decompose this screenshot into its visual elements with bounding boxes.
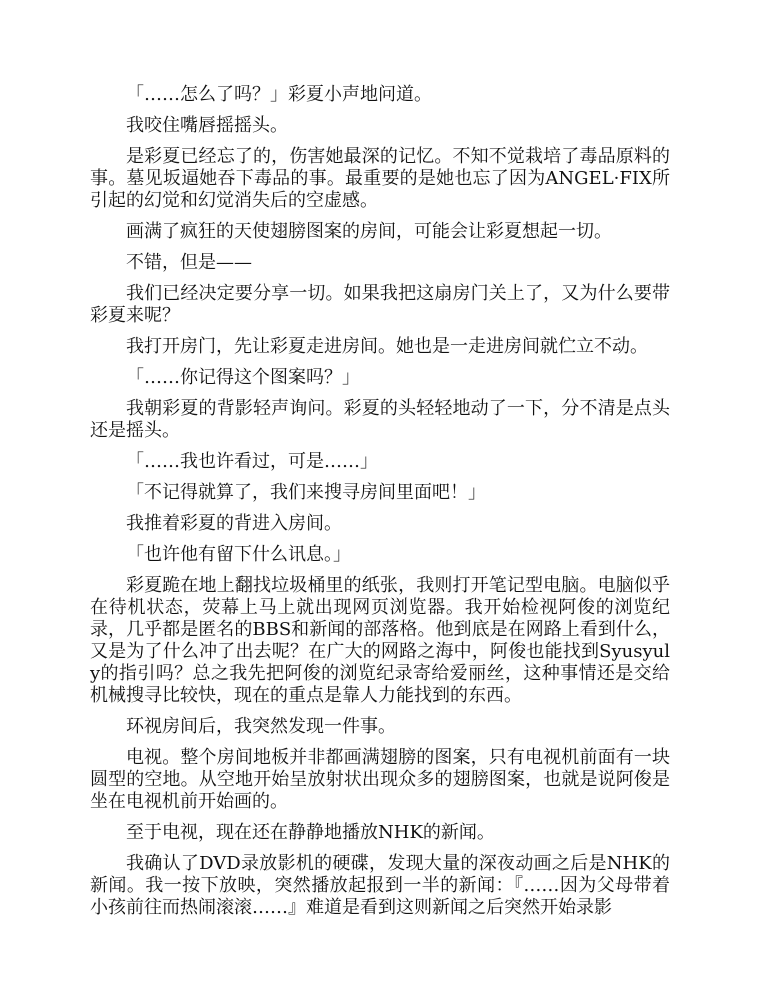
paragraph-14: 彩夏跪在地上翻找垃圾桶里的纸张，我则打开笔记型电脑。电脑似乎在待机状态，荧幕上马上就出现网页浏览器。我开始检视阿俊的浏览纪录，几乎都是匿名的BBS和新闻的部落格。他到底是在网路上看到什么，又是为了什么冲了出去呢？在广大的网路之海中，阿俊也能找到Syusyuly的指引吗？总之我先把阿俊的浏览纪录寄给爱丽丝，这种事情还是交给机械搜寻比较快，现在的重点是靠人力能找到的东西。	[90, 575, 670, 706]
paragraph-12: 我推着彩夏的背进入房间。	[126, 513, 342, 534]
paragraph-2: 我咬住嘴唇摇摇头。	[126, 115, 288, 136]
paragraph-16: 电视。整个房间地板并非都画满翅膀的图案，只有电视机前面有一块圆型的空地。从空地开始呈放射状出现众多的翅膀图案，也就是说阿俊是坐在电视机前开始画的。	[90, 747, 670, 812]
paragraph-9: 我朝彩夏的背影轻声询问。彩夏的头轻轻地动了一下，分不清是点头还是摇头。	[90, 398, 670, 441]
paragraph-3: 是彩夏已经忘了的，伤害她最深的记忆。不知不觉栽培了毒品原料的事。墓见坂逼她吞下毒品的事。最重要的是她也忘了因为ANGEL·FIX所引起的幻觉和幻觉消失后的空虚感。	[90, 146, 670, 211]
paragraph-8: 「……你记得这个图案吗？」	[126, 367, 360, 388]
paragraph-11: 「不记得就算了，我们来搜寻房间里面吧！」	[126, 482, 486, 503]
paragraph-1: 「……怎么了吗？」彩夏小声地问道。	[126, 84, 432, 105]
paragraph-10: 「……我也许看过，可是……」	[126, 451, 378, 472]
paragraph-13: 「也许他有留下什么讯息。」	[126, 544, 351, 565]
paragraph-5: 不错，但是——	[126, 252, 252, 273]
paragraph-6: 我们已经决定要分享一切。如果我把这扇房门关上了，又为什么要带彩夏来呢？	[90, 283, 670, 326]
paragraph-15: 环视房间后，我突然发现一件事。	[126, 716, 396, 737]
paragraph-7: 我打开房门，先让彩夏走进房间。她也是一走进房间就伫立不动。	[126, 336, 648, 357]
paragraph-4: 画满了疯狂的天使翅膀图案的房间，可能会让彩夏想起一切。	[126, 221, 612, 242]
paragraph-17: 至于电视，现在还在静静地播放NHK的新闻。	[126, 822, 495, 843]
paragraph-18: 我确认了DVD录放影机的硬碟，发现大量的深夜动画之后是NHK的新闻。我一按下放映，突然播放起报到一半的新闻：『……因为父母带着小孩前往而热闹滚滚……』难道是看到这则新闻之后突然开始录影	[90, 853, 670, 918]
document-page	[90, 84, 670, 928]
